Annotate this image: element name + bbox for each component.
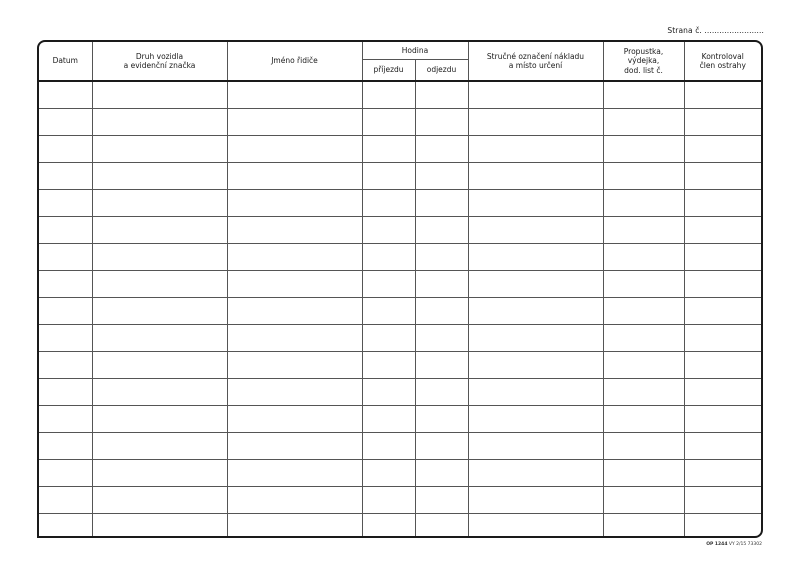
cell-departure[interactable] <box>415 379 468 406</box>
cell-vehicle[interactable] <box>92 352 227 379</box>
cell-departure[interactable] <box>415 433 468 460</box>
cell-datum[interactable] <box>39 217 92 244</box>
table-row <box>39 325 761 352</box>
cell-cargo[interactable] <box>468 109 603 136</box>
vehicle-log-table <box>39 42 761 538</box>
cell-departure[interactable] <box>415 81 468 109</box>
cell-checked-by[interactable] <box>684 325 761 352</box>
cell-pass[interactable] <box>603 271 684 298</box>
cell-datum[interactable] <box>39 514 92 539</box>
cell-datum[interactable] <box>39 136 92 163</box>
cell-cargo[interactable] <box>468 190 603 217</box>
form-frame <box>37 40 763 538</box>
cell-checked-by[interactable] <box>684 379 761 406</box>
header-driver: Jméno řidiče <box>227 42 362 81</box>
cell-departure[interactable] <box>415 298 468 325</box>
cell-pass[interactable] <box>603 81 684 109</box>
cell-cargo[interactable] <box>468 163 603 190</box>
header-cargo-line-2: a místo určení <box>508 61 563 70</box>
cell-driver[interactable] <box>227 217 362 244</box>
form-code <box>706 542 762 547</box>
cell-checked-by[interactable] <box>684 298 761 325</box>
cell-arrival[interactable] <box>362 406 415 433</box>
cell-datum[interactable] <box>39 487 92 514</box>
cell-datum[interactable] <box>39 352 92 379</box>
header-pass <box>603 42 684 81</box>
header-departure: odjezdu <box>415 60 468 82</box>
cell-checked-by[interactable] <box>684 163 761 190</box>
cell-arrival[interactable] <box>362 325 415 352</box>
header-pass-line-2: výdejka, <box>627 56 660 66</box>
cell-vehicle[interactable] <box>92 325 227 352</box>
cell-pass[interactable] <box>603 433 684 460</box>
cell-vehicle[interactable] <box>92 244 227 271</box>
cell-cargo[interactable] <box>468 244 603 271</box>
cell-vehicle[interactable] <box>92 81 227 109</box>
cell-cargo[interactable] <box>468 136 603 163</box>
header-checked-by <box>684 42 761 81</box>
table-row <box>39 298 761 325</box>
cell-departure[interactable] <box>415 244 468 271</box>
table-row <box>39 190 761 217</box>
cell-pass[interactable] <box>603 325 684 352</box>
cell-driver[interactable] <box>227 433 362 460</box>
cell-cargo[interactable] <box>468 460 603 487</box>
cell-pass[interactable] <box>603 487 684 514</box>
cell-pass[interactable] <box>603 217 684 244</box>
cell-arrival[interactable] <box>362 136 415 163</box>
header-vehicle <box>92 42 227 81</box>
cell-datum[interactable] <box>39 81 92 109</box>
cell-driver[interactable] <box>227 379 362 406</box>
cell-departure[interactable] <box>415 514 468 539</box>
cell-datum[interactable] <box>39 271 92 298</box>
cell-datum[interactable] <box>39 406 92 433</box>
cell-datum[interactable] <box>39 163 92 190</box>
table-row <box>39 460 761 487</box>
cell-checked-by[interactable] <box>684 514 761 539</box>
table-row <box>39 136 761 163</box>
header-checked-line-1: Kontroloval <box>701 51 744 61</box>
table-row <box>39 352 761 379</box>
cell-driver[interactable] <box>227 163 362 190</box>
cell-cargo[interactable] <box>468 271 603 298</box>
cell-pass[interactable] <box>603 406 684 433</box>
cell-datum[interactable] <box>39 325 92 352</box>
cell-arrival[interactable] <box>362 298 415 325</box>
cell-pass[interactable] <box>603 109 684 136</box>
cell-pass[interactable] <box>603 352 684 379</box>
cell-datum[interactable] <box>39 244 92 271</box>
cell-arrival[interactable] <box>362 352 415 379</box>
cell-departure[interactable] <box>415 109 468 136</box>
cell-datum[interactable] <box>39 379 92 406</box>
cell-driver[interactable] <box>227 136 362 163</box>
cell-datum[interactable] <box>39 190 92 217</box>
cell-vehicle[interactable] <box>92 217 227 244</box>
cell-pass[interactable] <box>603 136 684 163</box>
cell-checked-by[interactable] <box>684 190 761 217</box>
cell-pass[interactable] <box>603 298 684 325</box>
cell-driver[interactable] <box>227 271 362 298</box>
cell-vehicle[interactable] <box>92 433 227 460</box>
cell-datum[interactable] <box>39 109 92 136</box>
cell-cargo[interactable] <box>468 298 603 325</box>
cell-driver[interactable] <box>227 109 362 136</box>
cell-checked-by[interactable] <box>684 406 761 433</box>
cell-pass[interactable] <box>603 244 684 271</box>
cell-arrival[interactable] <box>362 514 415 539</box>
cell-driver[interactable] <box>227 325 362 352</box>
cell-arrival[interactable] <box>362 379 415 406</box>
cell-datum[interactable] <box>39 460 92 487</box>
cell-departure[interactable] <box>415 136 468 163</box>
table-row <box>39 217 761 244</box>
cell-departure[interactable] <box>415 163 468 190</box>
table-row <box>39 244 761 271</box>
cell-driver[interactable] <box>227 460 362 487</box>
cell-vehicle[interactable] <box>92 136 227 163</box>
header-checked-line-2: člen ostrahy <box>699 61 746 70</box>
cell-arrival[interactable] <box>362 163 415 190</box>
header-vehicle-line-1: Druh vozidla <box>135 51 184 61</box>
cell-checked-by[interactable] <box>684 109 761 136</box>
cell-arrival[interactable] <box>362 190 415 217</box>
cell-driver[interactable] <box>227 298 362 325</box>
cell-cargo[interactable] <box>468 379 603 406</box>
table-body <box>39 81 761 538</box>
cell-arrival[interactable] <box>362 460 415 487</box>
cell-arrival[interactable] <box>362 271 415 298</box>
cell-vehicle[interactable] <box>92 163 227 190</box>
cell-departure[interactable] <box>415 271 468 298</box>
cell-driver[interactable] <box>227 244 362 271</box>
header-pass-line-3: dod. list č. <box>624 65 663 75</box>
cell-checked-by[interactable] <box>684 352 761 379</box>
table-row <box>39 433 761 460</box>
cell-cargo[interactable] <box>468 352 603 379</box>
cell-cargo[interactable] <box>468 325 603 352</box>
header-vehicle-line-2: a evidenční značka <box>123 61 196 70</box>
header-hour: Hodina <box>362 42 468 60</box>
header-cargo <box>468 42 603 81</box>
table-row <box>39 379 761 406</box>
cell-pass[interactable] <box>603 163 684 190</box>
table-row <box>39 271 761 298</box>
header-datum: Datum <box>39 42 92 81</box>
header-arrival: příjezdu <box>362 60 415 82</box>
table-row <box>39 487 761 514</box>
cell-departure[interactable] <box>415 217 468 244</box>
header-cargo-line-1: Stručné označení nákladu <box>486 51 585 61</box>
cell-arrival[interactable] <box>362 433 415 460</box>
cell-departure[interactable] <box>415 487 468 514</box>
cell-arrival[interactable] <box>362 109 415 136</box>
header-pass-line-1: Propustka, <box>623 46 664 56</box>
cell-datum[interactable] <box>39 298 92 325</box>
cell-cargo[interactable] <box>468 514 603 539</box>
cell-vehicle[interactable] <box>92 379 227 406</box>
cell-departure[interactable] <box>415 325 468 352</box>
cell-arrival[interactable] <box>362 81 415 109</box>
cell-cargo[interactable] <box>468 406 603 433</box>
cell-vehicle[interactable] <box>92 514 227 539</box>
cell-checked-by[interactable] <box>684 460 761 487</box>
cell-vehicle[interactable] <box>92 190 227 217</box>
cell-driver[interactable] <box>227 190 362 217</box>
cell-vehicle[interactable] <box>92 406 227 433</box>
cell-checked-by[interactable] <box>684 217 761 244</box>
cell-arrival[interactable] <box>362 217 415 244</box>
cell-checked-by[interactable] <box>684 487 761 514</box>
cell-departure[interactable] <box>415 406 468 433</box>
cell-vehicle[interactable] <box>92 460 227 487</box>
cell-pass[interactable] <box>603 460 684 487</box>
cell-checked-by[interactable] <box>684 244 761 271</box>
cell-cargo[interactable] <box>468 487 603 514</box>
cell-driver[interactable] <box>227 352 362 379</box>
cell-departure[interactable] <box>415 190 468 217</box>
cell-driver[interactable] <box>227 81 362 109</box>
form-code-info: VY 2/15 73302 <box>728 542 762 547</box>
cell-checked-by[interactable] <box>684 271 761 298</box>
cell-datum[interactable] <box>39 433 92 460</box>
cell-checked-by[interactable] <box>684 433 761 460</box>
form-code-number: OP 1244 <box>706 542 728 547</box>
cell-checked-by[interactable] <box>684 136 761 163</box>
cell-departure[interactable] <box>415 352 468 379</box>
cell-pass[interactable] <box>603 190 684 217</box>
page-number-label: Strana č. ........................ <box>667 26 764 35</box>
cell-driver[interactable] <box>227 487 362 514</box>
cell-vehicle[interactable] <box>92 298 227 325</box>
cell-pass[interactable] <box>603 514 684 539</box>
cell-cargo[interactable] <box>468 217 603 244</box>
cell-cargo[interactable] <box>468 81 603 109</box>
cell-checked-by[interactable] <box>684 81 761 109</box>
cell-vehicle[interactable] <box>92 109 227 136</box>
cell-departure[interactable] <box>415 460 468 487</box>
cell-vehicle[interactable] <box>92 487 227 514</box>
cell-arrival[interactable] <box>362 244 415 271</box>
cell-driver[interactable] <box>227 406 362 433</box>
cell-arrival[interactable] <box>362 487 415 514</box>
table-row <box>39 109 761 136</box>
cell-pass[interactable] <box>603 379 684 406</box>
cell-driver[interactable] <box>227 514 362 539</box>
cell-vehicle[interactable] <box>92 271 227 298</box>
table-row <box>39 81 761 109</box>
cell-cargo[interactable] <box>468 433 603 460</box>
table-row <box>39 163 761 190</box>
table-row <box>39 406 761 433</box>
table-row <box>39 514 761 539</box>
